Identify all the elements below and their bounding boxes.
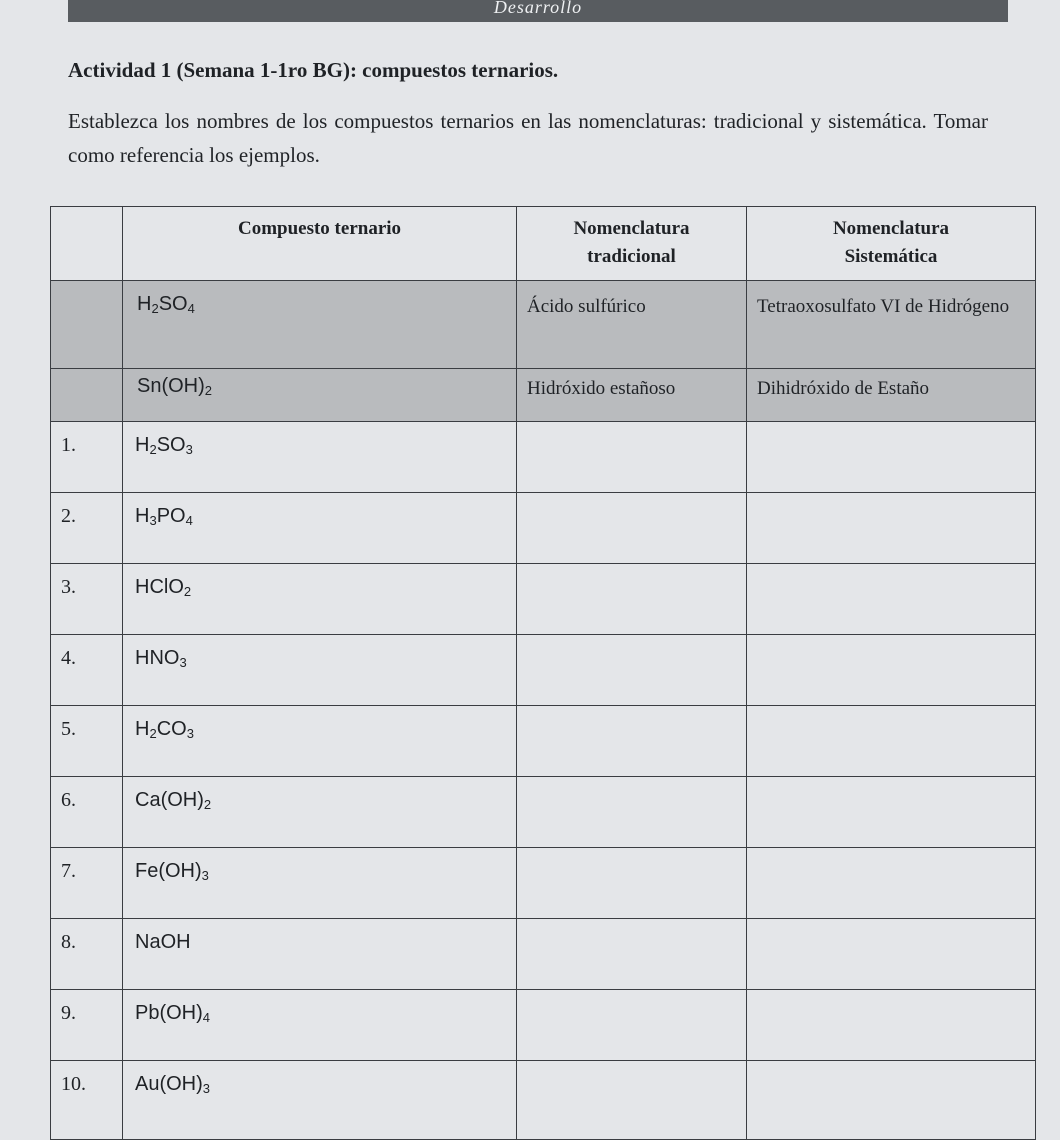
systematic-answer-cell[interactable] xyxy=(747,635,1036,706)
example-formula xyxy=(123,369,517,422)
formula-subscript: 2 xyxy=(204,383,213,398)
formula-subscript: 3 xyxy=(202,1081,211,1096)
row-formula xyxy=(123,706,517,777)
formula-text: H xyxy=(135,434,150,456)
formula-text: SO xyxy=(158,293,188,315)
formula-text: CO xyxy=(156,718,187,740)
header-number xyxy=(51,207,123,281)
section-header-text: Desarrollo xyxy=(493,0,583,17)
traditional-answer-cell[interactable] xyxy=(517,919,747,990)
table-row xyxy=(51,422,1036,493)
row-number: 4. xyxy=(51,635,123,706)
formula-text: PO xyxy=(156,505,186,527)
formula-text: NaOH xyxy=(135,931,191,953)
header-systematic-line1: Nomenclatura xyxy=(832,218,950,239)
formula-subscript: 2 xyxy=(183,584,192,599)
formula-subscript: 3 xyxy=(186,726,194,741)
traditional-answer-cell[interactable] xyxy=(517,422,747,493)
row-formula xyxy=(123,564,517,635)
row-formula xyxy=(123,1061,517,1140)
formula-subscript: 3 xyxy=(201,868,209,883)
table-row xyxy=(51,848,1036,919)
row-formula xyxy=(123,777,517,848)
example-number-cell xyxy=(51,281,123,369)
table-row xyxy=(51,990,1036,1061)
traditional-answer-cell[interactable] xyxy=(517,564,747,635)
systematic-answer-cell[interactable] xyxy=(747,990,1036,1061)
row-number: 7. xyxy=(51,848,123,919)
row-formula xyxy=(123,848,517,919)
formula-text: Ca(OH) xyxy=(135,789,204,811)
systematic-answer-cell[interactable] xyxy=(747,777,1036,848)
header-traditional-line1: Nomenclatura xyxy=(573,218,690,239)
row-number: 8. xyxy=(51,919,123,990)
systematic-answer-cell[interactable] xyxy=(747,422,1036,493)
row-formula xyxy=(123,990,517,1061)
formula-subscript: 2 xyxy=(149,726,157,741)
systematic-answer-cell[interactable] xyxy=(747,848,1036,919)
formula-subscript: 3 xyxy=(179,655,187,670)
systematic-answer-cell[interactable] xyxy=(747,564,1036,635)
row-number: 10. xyxy=(51,1061,123,1140)
systematic-answer-cell[interactable] xyxy=(747,706,1036,777)
traditional-answer-cell[interactable] xyxy=(517,990,747,1061)
row-formula xyxy=(123,919,517,990)
table-row xyxy=(51,777,1036,848)
traditional-answer-cell[interactable] xyxy=(517,848,747,919)
formula-subscript: 2 xyxy=(203,797,212,812)
systematic-answer-cell[interactable] xyxy=(747,493,1036,564)
formula-subscript: 4 xyxy=(185,513,193,528)
systematic-answer-cell[interactable] xyxy=(747,919,1036,990)
table-header-row xyxy=(51,207,1036,281)
example-formula xyxy=(123,281,517,369)
row-number: 2. xyxy=(51,493,123,564)
row-number: 1. xyxy=(51,422,123,493)
formula-text: H xyxy=(135,505,150,527)
header-traditional xyxy=(517,207,747,281)
section-header-bar xyxy=(68,0,1008,22)
formula-text: H xyxy=(135,718,150,740)
traditional-answer-cell[interactable] xyxy=(517,635,747,706)
header-systematic xyxy=(747,207,1036,281)
formula-text: H xyxy=(137,293,152,315)
instructions-text: Establezca los nombres de los compuestos ternarios en las nomenclaturas: tradicional y sistemática. Tomar como referencia los ejemplos. xyxy=(68,109,988,167)
row-formula xyxy=(123,635,517,706)
example-traditional-name: Ácido sulfúrico xyxy=(517,281,747,369)
formula-subscript: 3 xyxy=(149,513,157,528)
traditional-answer-cell[interactable] xyxy=(517,777,747,848)
row-number: 9. xyxy=(51,990,123,1061)
formula-text: HNO xyxy=(135,647,180,669)
example-row xyxy=(51,369,1036,422)
example-systematic-name: Tetraoxosulfato VI de Hidrógeno xyxy=(747,281,1036,369)
exercise-rows xyxy=(51,422,1036,1140)
table-row xyxy=(51,564,1036,635)
example-systematic-name: Dihidróxido de Estaño xyxy=(747,369,1036,422)
traditional-answer-cell[interactable] xyxy=(517,1061,747,1140)
example-row xyxy=(51,281,1036,369)
formula-text: Pb(OH) xyxy=(135,1002,203,1024)
formula-text: SO xyxy=(156,434,186,456)
header-compound-label: Compuesto ternario xyxy=(237,218,402,239)
activity-title: Actividad 1 (Semana 1-1ro BG): compuestos ternarios. xyxy=(68,58,559,82)
formula-text: HClO xyxy=(135,576,184,598)
row-number: 5. xyxy=(51,706,123,777)
table-row xyxy=(51,706,1036,777)
example-number-cell xyxy=(51,369,123,422)
traditional-answer-cell[interactable] xyxy=(517,706,747,777)
header-compound xyxy=(123,207,517,281)
header-systematic-line2: Sistemática xyxy=(844,246,938,267)
example-traditional-name: Hidróxido estañoso xyxy=(517,369,747,422)
formula-subscript: 3 xyxy=(185,442,193,457)
row-number: 3. xyxy=(51,564,123,635)
row-formula xyxy=(123,422,517,493)
header-traditional-line2: tradicional xyxy=(587,246,676,267)
row-formula xyxy=(123,493,517,564)
compounds-table-container xyxy=(50,206,1036,1140)
table-row xyxy=(51,493,1036,564)
formula-subscript: 4 xyxy=(202,1010,211,1025)
row-number: 6. xyxy=(51,777,123,848)
formula-subscript: 2 xyxy=(149,442,157,457)
traditional-answer-cell[interactable] xyxy=(517,493,747,564)
formula-text: Au(OH) xyxy=(135,1073,203,1095)
table-row xyxy=(51,919,1036,990)
table-row xyxy=(51,635,1036,706)
formula-subscript: 4 xyxy=(187,301,195,316)
formula-subscript: 2 xyxy=(151,301,159,316)
compounds-table xyxy=(50,206,1036,1140)
systematic-answer-cell[interactable] xyxy=(747,1061,1036,1140)
table-row xyxy=(51,1061,1036,1140)
formula-text: Sn(OH) xyxy=(137,375,205,397)
formula-text: Fe(OH) xyxy=(135,860,202,882)
